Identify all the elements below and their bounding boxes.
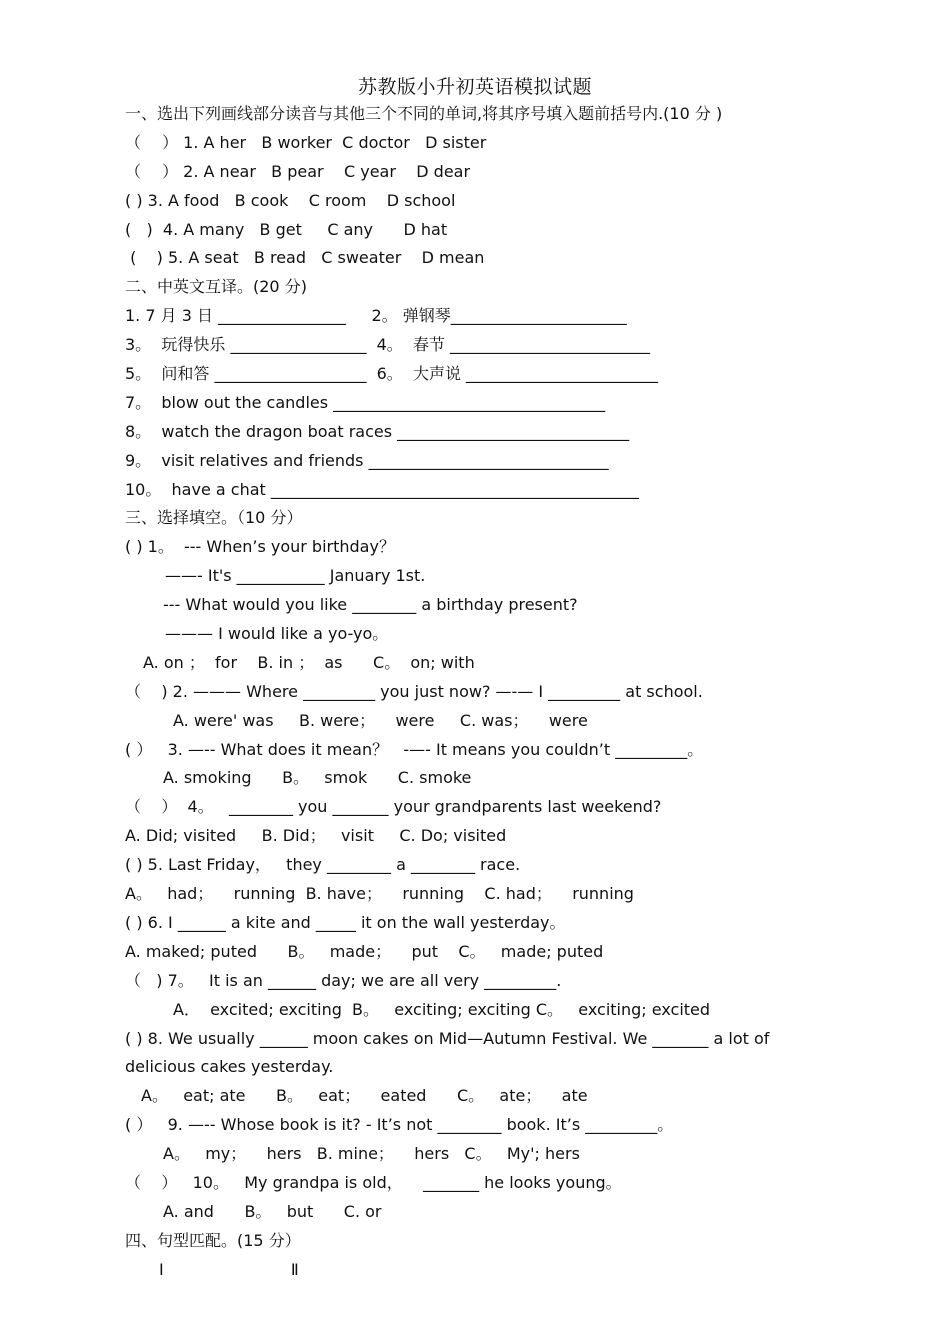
text-line: ——- It's ___________ January 1st. (165, 566, 426, 586)
text-line: （ ） 10。 My grandpa is old， _______ he looks young。 (125, 1172, 622, 1192)
text-line: 1. 7 月 3 日 ________________ 2。 弹钢琴______________________ (125, 306, 627, 326)
text-line: ——— I would like a yo-yo。 (165, 624, 389, 644)
text-line: 四、句型匹配。(15 分） (125, 1230, 301, 1250)
text-line: ( ) 8. We usually ______ moon cakes on Mid—Autumn Festival. We _______ a lot of (125, 1028, 770, 1048)
text-line: --- What would you like ________ a birthday present? (163, 595, 578, 615)
text-line: Ⅰ Ⅱ (159, 1259, 299, 1279)
exam-body (125, 100, 865, 1285)
text-line: A。 had； running B. have； running C. had； running (125, 884, 634, 904)
text-line: ( ) 3. A food B cook C room D school (125, 190, 456, 210)
text-line: 3。 玩得快乐 _________________ 4。 春节 _________________________ (125, 335, 651, 355)
text-line: （ ) 7。 It is an ______ day; we are all very _________. (125, 970, 562, 990)
text-line: 二、中英文互译。(20 分) (125, 277, 307, 297)
page-title: 苏教版小升初英语模拟试题 (357, 76, 592, 98)
text-line: （ ） 2. A near B pear C year D dear (125, 161, 471, 181)
text-line: A. on ； for B. in ； as C。 on; with (143, 652, 475, 672)
text-line: 5。 问和答 ___________________ 6。 大声说 ________________________ (125, 364, 659, 384)
text-line: ( ) 6. I ______ a kite and _____ it on the wall yesterday。 (125, 912, 566, 932)
text-line: ( ) 1。 --- When’s your birthday？ (125, 537, 395, 557)
text-line: A． excited; exciting B。 exciting; exciting C。 exciting; excited (173, 999, 711, 1019)
text-line: 9。 visit relatives and friends ______________________________ (125, 450, 609, 470)
text-line: A. Did; visited B. Did； visit C. Do; visited (125, 826, 507, 846)
text-line: ( ) 4. A many B get C any D hat (125, 219, 448, 239)
text-line: A. maked; puted B。 made； put C。 made; puted (125, 941, 604, 961)
text-line: 三、选择填空。（10 分） (125, 508, 303, 528)
text-line: 一、选出下列画线部分读音与其他三个不同的单词,将其序号填入题前括号内.(10 分 ) (125, 104, 723, 123)
text-line: 10。 have a chat ______________________________________________ (125, 479, 639, 499)
text-line: ( ) 5. A seat B read C sweater D mean (125, 248, 485, 268)
text-line: 8。 watch the dragon boat races _____________________________ (125, 421, 630, 441)
text-line: A。 eat; ate B。 eat； eated C。 ate； ate (141, 1086, 588, 1106)
text-line: A. smoking B。 smok C. smoke (163, 768, 472, 788)
text-line: ( ） 3. —-- What does it mean？ -—- It means you couldn’t _________。 (125, 739, 704, 759)
text-line: delicious cakes yesterday. (125, 1057, 334, 1077)
text-line: ( ） 9. —-- Whose book is it? - It’s not ________ book. It’s _________。 (125, 1115, 674, 1135)
text-line: （ ） 4。 ________ you _______ your grandparents last weekend? (125, 797, 662, 817)
text-line: （ ） 1. A her B worker C doctor D sister (125, 132, 487, 152)
text-line: （ ) 2. ——— Where _________ you just now? —-— I _________ at school. (125, 681, 703, 701)
text-line: A。 my； hers B. mine； hers C。 My'; hers (163, 1144, 580, 1164)
text-line: ( ) 5. Last Friday， they ________ a ________ race. (125, 855, 521, 875)
text-line: 7。 blow out the candles __________________________________ (125, 392, 606, 412)
text-line: A. were' was B. were； were C. was； were (173, 710, 588, 730)
text-line: A. and B。 but C. or (163, 1201, 382, 1221)
